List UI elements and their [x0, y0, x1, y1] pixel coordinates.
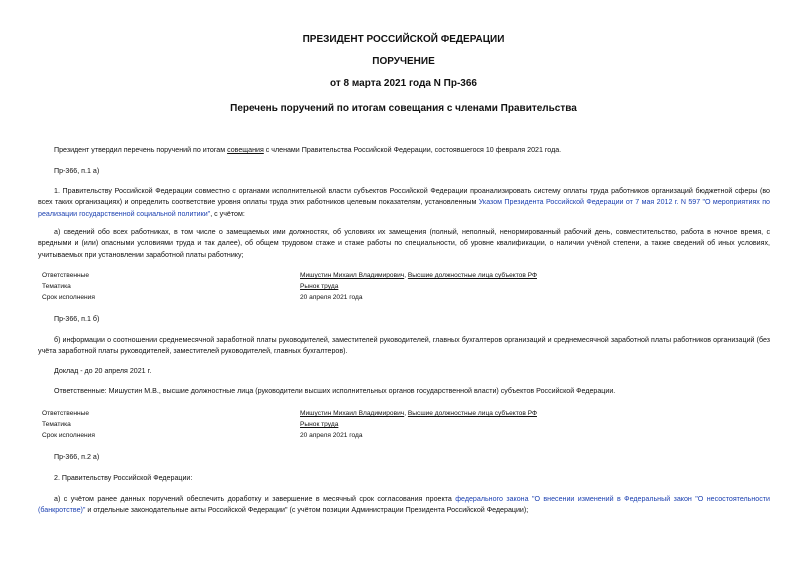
- responsible-regions-link[interactable]: Высшие должностные лица субъектов РФ: [407, 410, 537, 417]
- item-1b-ref: Пр-366, п.1 б): [54, 315, 100, 323]
- intro-text: Президент утвердил перечень поручений по итогам: [54, 146, 228, 154]
- paragraph-2a: [38, 494, 770, 517]
- item-2a-ref: Пр-366, п.2 а): [54, 453, 100, 461]
- doc-type-heading: ПОРУЧЕНИЕ: [372, 56, 435, 67]
- paragraph-1b: б) информации о соотношении среднемесячной заработной платы руководителей, заместителей руководителей, главных бухгалтеров организаций и среднемесячной заработной платы работников организаций (без учёта заработной платы руководителей, заместителей руководителей, главных бухгалтеров).: [38, 336, 770, 356]
- meta-block-1: Ответственные Мишустин Михаил Владимирович, Высшие должностные лица субъектов РФ Тематика Рынок труда Срок исполнения 20 апреля 2021 года: [42, 272, 537, 301]
- deadline-value: 20 апреля 2021 года: [300, 294, 363, 301]
- responsible-mishustin-link[interactable]: Мишустин Михаил Владимирович: [300, 410, 405, 417]
- topic-label: Тематика: [42, 283, 71, 290]
- deadline-value: 20 апреля 2021 года: [300, 432, 363, 439]
- responsible-label: Ответственные: [42, 272, 90, 279]
- bankruptcy-law-link[interactable]: федерального закона "О внесении изменений в Федеральный закон "О несостоятельности (банкротстве)": [38, 495, 770, 515]
- date-number-heading: от 8 марта 2021 года N Пр-366: [330, 78, 477, 89]
- meta-block-2: Ответственные Мишустин Михаил Владимирович, Высшие должностные лица субъектов РФ Тематика Рынок труда Срок исполнения 20 апреля 2021 года: [42, 410, 537, 439]
- responsible-paragraph: Ответственные: Мишустин М.В., высшие должностные лица (руководители высших исполнительных органов государственной власти) субъектов Российской Федерации.: [54, 387, 616, 395]
- paragraph-2: 2. Правительству Российской Федерации:: [54, 474, 193, 482]
- paragraph-1-end: , с учётом:: [210, 209, 245, 218]
- decree-597-link[interactable]: Указом Президента Российской Федерации от 7 мая 2012 г. N 597 "О мероприятиях по реализации государственной социальной политики": [38, 198, 770, 218]
- item-1a-ref: Пр-366, п.1 а): [54, 167, 100, 175]
- paragraph-1-text: 1. Правительству Российской Федерации совместно с органами исполнительной власти субъектов Российской Федерации проанализировать систему оплаты труда работников организаций бюджетной сферы (во всех таких организациях) и определить соответствие уровня оплаты труда этих работников целевым показателям, установленным: [38, 187, 770, 207]
- meeting-link[interactable]: совещания: [227, 146, 264, 154]
- deadline-label: Срок исполнения: [42, 294, 95, 301]
- report-deadline: Доклад - до 20 апреля 2021 г.: [54, 367, 152, 375]
- issuer-heading: ПРЕЗИДЕНТ РОССИЙСКОЙ ФЕДЕРАЦИИ: [302, 34, 505, 45]
- responsible-regions-link[interactable]: Высшие должностные лица субъектов РФ: [407, 272, 537, 279]
- subject-heading: Перечень поручений по итогам совещания с членами Правительства: [230, 103, 577, 114]
- paragraph-2a-text: а) с учётом ранее данных поручений обеспечить доработку и завершение в месячный срок согласования проекта: [54, 495, 456, 503]
- topic-link[interactable]: Рынок труда: [300, 421, 339, 428]
- paragraph-1: [38, 186, 770, 220]
- deadline-label: Срок исполнения: [42, 432, 95, 439]
- intro-text-end: с членами Правительства Российской Федерации, состоявшегося 10 февраля 2021 года.: [263, 146, 562, 154]
- intro-paragraph: [38, 145, 770, 156]
- topic-link[interactable]: Рынок труда: [300, 283, 339, 290]
- topic-label: Тематика: [42, 421, 71, 428]
- responsible-label: Ответственные: [42, 410, 90, 417]
- paragraph-2a-end: и отдельные законодательные акты Российской Федерации" (с учётом позиции Администрации Президента Российской Федерации);: [85, 506, 529, 515]
- paragraph-1a: а) сведений обо всех работниках, в том числе о замещаемых ими должностях, об условиях их замещения (полный, неполный, ненормированный рабочий день, совместительство, работа в ночное время, с вредными и (или) опасными условиями труда и так далее), об общем трудовом стаже и стаже работы по специальности, об уровне квалификации, о наличии учёной степени, а также сведений об иных условиях, учитываемых при установлении заработной платы работнику;: [38, 228, 770, 259]
- responsible-mishustin-link[interactable]: Мишустин Михаил Владимирович: [300, 272, 405, 279]
